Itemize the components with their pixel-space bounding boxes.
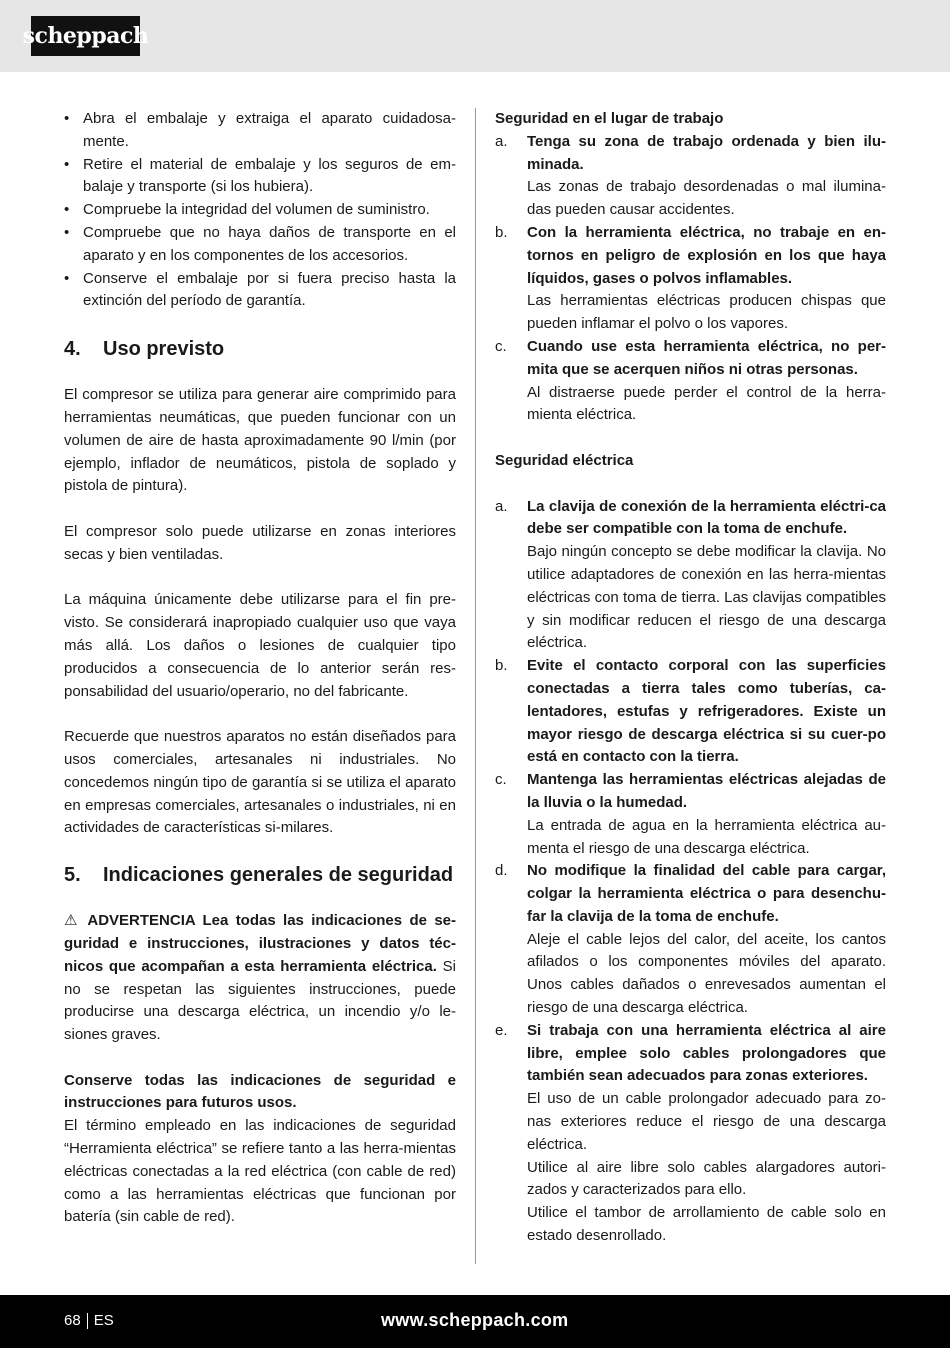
section-5-heading: 5. Indicaciones generales de seguridad [64,864,454,887]
language-code: ES [93,1312,114,1329]
electrical-item-d: d. No modifique la finalidad del cable para cargar, colgar la herramienta eléctrica o para desenchu-far la clavija de la toma de enchufe. Aleje el cable lejos del calor, del aceite, los cantos afilados o los componentes móviles del aparato. Unos cables dañados o enrevesados aumentan el riesgo de una descarga eléctrica. [495,862,886,1017]
workplace-item-c: c. Cuando use esta herramienta eléctrica, no per-mita que se acerquen niños ni otras personas. Al distraerse puede perder el control de la herra-mienta eléctrica. [495,337,886,424]
left-column [64,108,456,1229]
page-number: 68 [64,1312,81,1329]
page-header [0,0,950,72]
list-item: • Abra el embalaje y extraiga el aparato cuidadosa-mente. [64,110,456,150]
list-item: • Compruebe que no haya daños de transporte en el aparato y en los componentes de los accesorios. [64,223,456,264]
electrical-item-e: e. Si trabaja con una herramienta eléctrica al aire libre, emplee solo cables prolongadores que también sean adecuados para zonas exteriores. El uso de un cable prolongador adecuado para zo-nas exteriores reduce el riesgo de una descarga eléctrica. Utilice al aire libre solo cables alargadores autori-zados y caracterizados para ello. Utilice el tambor de arrollamiento de cable solo en estado desenrollado. [495,1021,886,1245]
electrical-item-c: c. Mantenga las herramientas eléctricas alejadas de la lluvia o la humedad. La entrada de agua en la herramienta eléctrica au-menta el riesgo de una descarga eléctrica. [495,771,886,857]
keep-instructions-heading: Conserve todas las indicaciones de seguridad e instrucciones para futuros usos. [64,1071,456,1112]
scheppach-logo: scheppach [31,16,140,56]
footer-separator [87,1313,88,1329]
paragraph: El compresor se utiliza para generar aire comprimido para herramientas neumáticas, que pueden funcionar con un volumen de aire de hasta aproximadamente 90 l/min (por ejemplo, inflador de neumáticos, pistola de soplado y pistola de pintura). [64,386,456,495]
workplace-item-a: a. Tenga su zona de trabajo ordenada y bien ilu-minada. Las zonas de trabajo desordenadas o mal ilumina-das pueden causar accidentes. [495,132,886,219]
website-url: www.scheppach.com [381,1310,569,1330]
paragraph: Recuerde que nuestros aparatos no están diseñados para usos comerciales, artesanales ni industriales. No concedemos ningún tipo de garantía si se utiliza el aparato en empresas comerciales, artesanales o industriales, ni en actividades de características si-milares. [64,728,456,837]
paragraph: El término empleado en las indicaciones de seguridad “Herramienta eléctrica” se refiere tanto a las herra-mientas eléctricas conectadas a la red eléctrica (con cable de red) como a las herramientas eléctricas que funcionan por batería (sin cable de red). [64,1117,456,1226]
paragraph: La máquina únicamente debe utilizarse para el fin pre-visto. Se considerará inapropiado cualquier uso que vaya más allá. Los daños o lesiones de cualquier tipo producidos a consecuencia de lo anterior serán res-ponsabilidad del usuario/operario, no del fabricante. [64,591,456,700]
list-item: • Compruebe la integridad del volumen de suministro. [64,201,430,219]
page-footer [0,1295,950,1348]
workplace-heading: Seguridad en el lugar de trabajo [495,110,724,127]
page-info [64,1311,114,1331]
warning-paragraph: ⚠ ADVERTENCIA Lea todas las indicaciones de se-guridad e instrucciones, ilustraciones y datos téc-nicos que acompañan a esta herramienta eléctrica. Si no se respetan las siguientes instrucciones, puede producirse una descarga eléctrica, un incendio y/o le-siones graves. [64,912,456,1044]
unpacking-list [64,108,456,313]
right-column [495,108,886,1248]
column-divider [475,108,476,1264]
workplace-item-b: b. Con la herramienta eléctrica, no trabaje en en-tornos en peligro de explosión en los que haya líquidos, gases o polvos inflamables. Las herramientas eléctricas producen chispas que pueden inflamar el polvo o los vapores. [495,223,886,333]
paragraph: El compresor solo puede utilizarse en zonas interiores secas y bien ventiladas. [64,522,456,563]
section-4-heading: 4. Uso previsto [64,338,225,361]
list-item: • Conserve el embalaje por si fuera preciso hasta la extinción del período de garantía. [64,269,456,310]
electrical-item-b: b. Evite el contacto corporal con las superficies conectadas a tierra tales como tuberías, ca-lentadores, estufas y refrigeradores. Existe un mayor riesgo de descarga eléctrica si su cuer-po está en contacto con la tierra. [495,657,886,766]
warning-icon: ⚠ [64,912,78,930]
list-item: • Retire el material de embalaje y los seguros de em-balaje y transporte (si los hubiera). [64,155,456,196]
electrical-heading: Seguridad eléctrica [495,451,634,469]
electrical-item-a: a. La clavija de conexión de la herramienta eléctri-ca debe ser compatible con la toma de enchufe. Bajo ningún concepto se debe modificar la clavija. No utilice adaptadores de conexión en las herra-mientas eléctricas con toma de tierra. Las clavijas compatibles y sin modificar reducen el riesgo de una descarga eléctrica. [495,497,886,652]
